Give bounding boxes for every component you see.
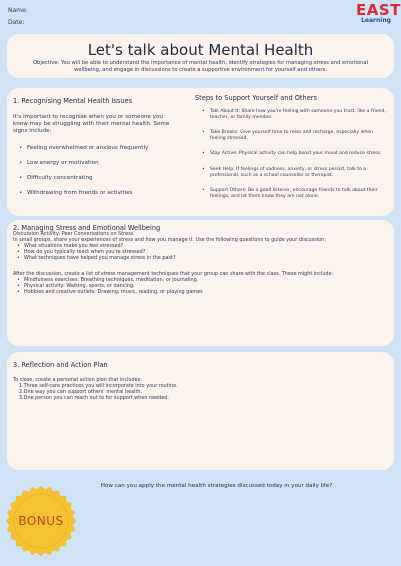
question-item: • What situations make you feel stressed?	[16, 243, 176, 249]
question-item: • How do you typically react when you're stressed?	[16, 249, 176, 255]
question-item: • What techniques have helped you manage stress in the past?	[16, 255, 176, 261]
section-1-intro: It's important to recognise when you or someone you know may be struggling with their mental health. Some signs include:	[13, 114, 170, 134]
sign-item: • Difficulty concentrating	[19, 175, 148, 181]
technique-item: • Mindfulness exercises: Breathing techniques, meditation, or journaling.	[16, 277, 203, 283]
technique-item: • Physical activity: Walking, sports, or dancing.	[16, 283, 203, 289]
section-2-title: 2. Managing Stress and Emotional Wellbeing	[13, 224, 161, 232]
section-reflection-card	[7, 352, 394, 470]
section-managing-stress-card	[7, 220, 394, 346]
support-item: • Talk About It: Share how you're feeling with someone you trust, like a friend, teacher, or family member.	[202, 109, 388, 121]
after-discussion-text: After the discussion, create a list of stress management techniques that your group can share with the class. These might include:	[13, 271, 334, 277]
logo-main-text: EAST	[356, 1, 401, 19]
action-item: 3.One person you can reach out to for support when needed.	[19, 395, 169, 401]
page-title: Let's talk about Mental Health	[87, 41, 314, 59]
support-item: • Support Others: Be a good listener, encourage friends to talk about their feelings, and let them know they are not alone.	[202, 188, 388, 200]
section-1-title: 1. Recognising Mental Health Issues	[13, 97, 133, 105]
date-label: Date:	[8, 19, 25, 26]
support-title: Steps to Support Yourself and Others	[195, 94, 317, 102]
technique-item: • Hobbies and creative outlets: Drawing, music, reading, or playing games	[16, 289, 203, 295]
objective-text: Objective: You will be able to understand the importance of mental health, identify strategies for managing stress and emotional wellbeing, and engage in discussions to create a supportive environment for yourself and others.	[32, 60, 369, 73]
section-3-intro: To close, create a personal action plan that includes:	[13, 377, 142, 383]
sign-item: • Withdrawing from friends or activities	[19, 190, 148, 196]
bonus-badge	[5, 485, 77, 557]
title-card	[7, 34, 394, 78]
section-3-title: 3. Reflection and Action Plan	[13, 361, 108, 369]
discussion-activity: Discussion Activity: Peer Conversations on Stress	[13, 231, 134, 237]
action-plan-list	[19, 383, 178, 401]
bonus-question: How can you apply the mental health strategies discussed today in your daily life?	[100, 483, 333, 489]
sign-item: • Low energy or motivation	[19, 160, 148, 166]
action-item: 2.One way you can support others' mental health.	[19, 389, 143, 395]
signs-list	[19, 145, 148, 196]
badge-label: BONUS	[18, 514, 64, 528]
sign-item: • Feeling overwhelmed or anxious frequently	[19, 145, 148, 151]
support-list	[202, 109, 388, 209]
discussion-questions	[16, 243, 176, 261]
logo-sub-text: Learning	[361, 17, 391, 24]
support-item: • Seek Help: If feelings of sadness, anxiety, or stress persist, talk to a professional, such as a school counsellor or therapist.	[202, 167, 388, 179]
discussion-instructions: In small groups, share your experiences of stress and how you manage it. Use the following questions to guide your discussion:	[13, 237, 326, 243]
east-learning-logo	[356, 1, 401, 29]
support-item: • Take Breaks: Give yourself time to relax and recharge, especially when feeling stressed.	[202, 130, 388, 142]
support-item: • Stay Active: Physical activity can help boost your mood and reduce stress.	[202, 151, 388, 157]
techniques-list	[16, 277, 203, 295]
section-recognising-card	[7, 88, 394, 216]
action-item: 1.Three self-care practices you will incorporate into your routine.	[19, 383, 178, 389]
name-label: Name:	[8, 7, 28, 14]
